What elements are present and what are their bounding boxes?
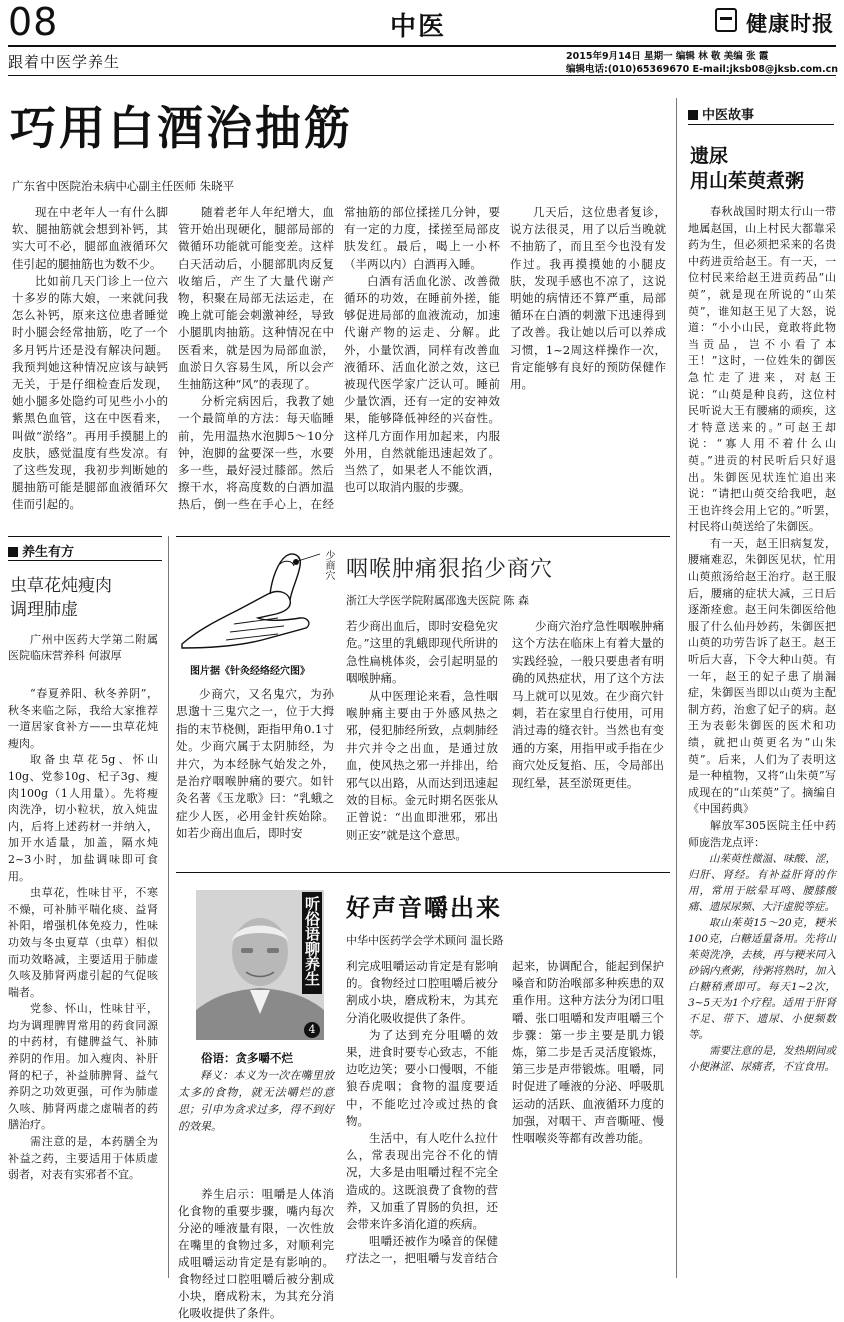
paragraph: 少商穴，又名鬼穴，为孙思邈十三鬼穴之一，位于大拇指的末节桡侧，距指甲角0.1寸处。少商穴属于太阴肺经，为井穴，为本经脉气始发之外，是治疗咽喉肿痛的要穴。如针灸名著《玉龙歌》曰：“乳蛾之症少人医，必用金针疾始除。如若少商出血后，即时安 <box>176 687 334 841</box>
section-square-icon <box>8 547 18 557</box>
health-column-title: 虫草花炖瘦肉 调理肺虚 <box>10 576 112 620</box>
tcm-story-rule <box>688 124 834 125</box>
paragraph: 需要注意的是，发热期间或小便淋涩、尿痛者，不宜食用。 <box>688 1045 836 1074</box>
paragraph: 生活中，有人吃什么拉什么，常表现出完谷不化的情况，大多是由咀嚼过程不完全造成的。这既浪费了食物的营养，又加重了胃肠的负担，还会带来许多消化道的疾病。 <box>346 1131 498 1232</box>
column-tag: 听俗语聊养生 <box>302 892 322 994</box>
acupoint-figure <box>178 548 338 652</box>
paragraph: 利完成咀嚼运动肯定是有影响的。食物经过口腔咀嚼后被分割成小块，磨成粉末，为其充分消化吸收提供了条件。 <box>346 959 498 1025</box>
paragraph: 为了达到充分咀嚼的效果，进食时要专心致志，不能边吃边笑；要小口慢咽，不能狼吞虎咽；食物的温度要适中，不能吃过冷或过热的食物。 <box>346 1027 498 1128</box>
paragraph: 从中医理论来看，急性咽喉肿痛主要由于外感风热之邪，侵犯肺经所致，点刺肺经井穴并令之出血，是通过放血，使风热之邪一并排出，给邪气以出路，从而达到迅速起效的目标。金元时期名医张从正曾说：“出血即泄邪，邪出则正安”就是这个意思。 <box>346 688 498 842</box>
main-article-title: 巧用白酒治抽筋 <box>10 101 353 155</box>
paragraph: 白酒有活血化淤、改善微循环的功效，在睡前外搓，能够促进局部的血液流动，加速代谢产物的运走、分解。此外，小量饮酒，同样有改善血液循环、活血化淤之效，这已被现代医学家广泛认可。睡前少量饮酒，还有一定的安神效果，能够降低神经的兴奋性。这样几方面作用加起来，内服外用，自然就能迅速起效了。当然了，如果老人不能饮酒，也可以取消内服的步骤。 <box>344 273 500 495</box>
voice-body-left <box>178 1050 334 1135</box>
brand-logo <box>715 8 834 34</box>
paragraph: 若少商出血后，即时安稳免灾危。”这里的乳蛾即现代所讲的急性扁桃体炎，会引起明显的咽喉肿痛。 <box>346 619 498 686</box>
column-divider <box>168 536 169 1278</box>
main-article-byline: 广东省中医院治未病中心副主任医师 朱晓平 <box>12 179 235 193</box>
voice-body-right <box>346 958 664 1280</box>
tcm-story-body <box>688 204 836 1075</box>
voice-title: 好声音嚼出来 <box>346 894 502 922</box>
logo-mark-icon <box>715 8 737 32</box>
voice-top-rule <box>176 872 670 873</box>
acupoint-title: 咽喉肿痛狠掐少商穴 <box>346 557 554 582</box>
paragraph: 几天后，这位患者复诊，说方法很灵，用了以后当晚就不抽筋了，而且至今也没有发作过。我再摸摸她的小腿皮肤，发现手感也不凉了，这说明她的病情还不算严重，局部循环在白酒的刺激下迅速得到了改善。我让她以后可以养成习惯，1~2周这样操作一次，肯定能够有良好的预防保健作用。 <box>510 205 666 392</box>
date-line: 2015年9月14日 星期一 编辑 林 敬 美编 张 霞 <box>566 51 769 62</box>
paragraph: 随着老年人年纪增大，血管开始出现硬化，腿部局部的微循环功能就可能变差。这样白天活动后，小腿部肌肉反复收缩后，产生了大量代谢产物，积聚在局部无法运走，在晚上就可能会刺激神经，导致小腿肌肉抽筋。这种情况在中医看来，就是因为局部血淤，血淤日久容易生风，所以会产生抽筋这种“风”的表现了。 <box>178 205 334 392</box>
health-column-rule <box>8 560 162 561</box>
masthead-rule <box>8 45 836 47</box>
health-column-body <box>8 686 158 1184</box>
contact-line: 编辑电话:(010)65369670 E-mail:jksb08@jksb.com.cn <box>566 64 839 75</box>
paragraph: 山茱萸性微温、味酸、涩，归肝、肾经。有补益肝肾的作用，常用于眩晕耳鸣、腰膝酸痛、遗尿尿频、大汗虚脱等症。 <box>688 853 836 914</box>
health-column-top-rule <box>8 536 162 537</box>
interpretation: 释义：本义为一次在嘴里放太多的食物，就无法嚼烂的意思；引申为贪求过多，得不到好的效果。 <box>178 1069 334 1133</box>
paragraph: 比如前几天门诊上一位六十多岁的陈大娘，一来就问我怎么补钙，原来这位患者睡觉时小腿会经常抽筋，吃了一个多月钙片还是没有解决问题。我预判她这种情况应该与缺钙无关，于是仔细检查后发现，她小腿多处隐约可见些小小的紫黑色血管，这在中医看来，叫做“淤络”。再用手摸腿上的皮肤，感觉温度有些发凉。有了这些发现，我初步判断她的腿抽筋可能是腿部血液循环欠佳而引起的。 <box>12 273 168 512</box>
main-article-body <box>12 204 666 528</box>
paragraph: 取山茱萸15～20克，粳米100克，白糖适量备用。先将山茱萸洗净，去核，再与粳米同入砂锅内煮粥，待粥将熟时，加入白糖稍煮即可。每天1~2次，3~5天为1个疗程。适用于肝肾不足、带下、遗尿、小便频数等。 <box>688 917 836 1042</box>
acupoint-byline: 浙江大学医学院附属邵逸夫医院 陈 森 <box>346 594 529 607</box>
brand-name: 健康时报 <box>746 11 835 36</box>
figure-caption: 图片据《针灸经络经穴图》 <box>190 666 310 677</box>
paragraph: 取备虫草花5g、怀山10g、党参10g、杞子3g、瘦肉100g（1人用量）。先将瘦肉洗净，切小粒状，放入炖盅内，后将上述药材一并纳入，加开水适量，加盖，隔水炖2~3小时，加盐调味即可食用。 <box>8 753 158 883</box>
column-number-badge: 4 <box>304 1022 320 1038</box>
acupoint-body-left <box>176 686 334 856</box>
column-divider <box>676 98 677 1278</box>
health-column-byline: 广州中医药大学第二附属医院临床营养科 何淑厚 <box>8 633 158 662</box>
tcm-story-title: 遗尿 用山茱萸煮粥 <box>690 145 805 192</box>
paragraph: 春秋战国时期太行山一带地属赵国，山上村民大都靠采药为生，但必须把采来的名贵中药进贡给赵王。有一天，一位村民来给赵王进贡药品“山萸”，就是现在所说的“山茱萸”，谁知赵王见了大怒，说道：“小小山民，竟敢将此物当贡品，岂不小看了本王！”这时，一位姓朱的御医急忙走了进来，对赵王说：“山萸是种良药，这位村民听说大王有腰痛的顽疾，这才特意送来的。”可赵王却说：“寡人用不着什么山萸。”进贡的村民听后只好退出。朱御医见状连忙追出来说：“请把山萸交给我吧，赵王也许终会用上它的。”听罢，村民将山萸送给了朱御医。 <box>688 205 836 534</box>
recipe-intro: 解放军305医院主任中药师庞浩龙点评： <box>688 818 836 849</box>
paragraph: 虫草花，性味甘平，不寒不燥，可补肺平喘化痰、益肾补阳，增强机体免疫力，性味功效与冬虫夏草（虫草）相似而功效略减，主要适用于肺虚久咳及肺肾两虚引起的气促咳喘者。 <box>8 886 158 999</box>
thumb-illustration <box>178 548 338 652</box>
paragraph: 少商穴治疗急性咽喉肿痛这个方法在临床上有着大量的实践经验，一般只要患者有明确的风热症状，用了这个方法马上就可以见效。在少商穴针刺，若在家里自行使用，可用消过毒的缝衣针。当然也有变通的方案，用指甲或手指在少商穴处反复掐、压，令局部出现红晕，甚至淤斑更佳。 <box>512 619 664 790</box>
tcm-story-header: 中医故事 <box>688 104 754 123</box>
paragraph: 现在中老年人一有什么脚软、腿抽筋就会想到补钙，其实大可不必，腿部血液循环欠佳引起的腿抽筋也为数不少。 <box>12 205 168 271</box>
slogan: 跟着中医学养生 <box>8 53 121 71</box>
health-column-header: 养生有方 <box>8 541 74 560</box>
voice-body-left-cont <box>178 1186 334 1320</box>
paragraph: 养生启示：咀嚼是人体消化食物的重要步骤，嘴内每次分泌的唾液量有限，一次性放在嘴里的食物过多，对顺利完成咀嚼运动肯定是有影响的。食物经过口腔咀嚼后被分割成小块，磨成粉末，为其充分消化吸收提供了条件。 <box>178 1187 334 1320</box>
acupoint-top-rule <box>176 536 670 537</box>
paragraph: 需注意的是，本药膳全为补益之药，主要适用于体质虚弱者，对表有实邪者不宜。 <box>8 1135 158 1182</box>
paragraph: 党参、怀山，性味甘平，均为调理脾胃常用的药食同源的中药材，有健脾益气、补肺养阴的作用。加入瘦肉、补肝肾的杞子，补益肺脾肾、益气养阴之功效更强，可作为肺虚久咳、肺肾两虚之虚喘者的药膳治疗。 <box>8 1002 158 1132</box>
paragraph: 有一天，赵王旧病复发，腰痛难忍，朱御医见状，忙用山萸煎汤给赵王治疗。赵王服后，腰痛的症状大减，三日后逐渐痊愈。赵王问朱御医给他服了什么仙丹妙药，朱御医把山萸的功劳告诉了赵王。赵王听后大喜，下令大种山萸。有一年，赵王的妃子患了崩漏症，朱御医当即以山萸为主配制方药，治愈了妃子的病。赵王为表彰朱御医的医术和功绩，就把山萸更名为“山朱萸”。后来，人们为了表明这是一种植物，又将“山朱萸”写成现在的“山茱萸”了。摘编自《中国药典》 <box>688 536 836 816</box>
proverb: 俗语：贪多嚼不烂 <box>201 1051 293 1065</box>
paragraph: 咀嚼还被作为嗓音的保健疗法之一，把咀嚼与发音结合起来，协调配合，能起到保护嗓音和防治喉部多种疾患的双重作用。这种方法分为闭口咀嚼、张口咀嚼和发声咀嚼三个步骤：第一步主要是肌力锻炼，第二步是舌灵活度锻炼，第三步是声带锻炼。咀嚼，同时促进了唾液的分泌、呼吸肌运动的活跃、血液循环力度的加强，对咽干、声音嘶哑、慢性咽喉炎等都有改善功能。 <box>346 959 664 1266</box>
acupoint-label: 少商穴 <box>323 550 334 580</box>
paragraph: “春夏养阳、秋冬养阴”，秋冬来临之际，我给大家推荐一道居家食补方——虫草花炖瘦肉。 <box>8 687 158 750</box>
page-number: 08 <box>8 0 59 44</box>
paragraph: 分析完病因后，我教了她一个最简单的方法：每天临睡前，先用温热水泡脚5～10分钟，泡脚的盆要深一些，水要多一些，最好浸过膝部。然后擦干水，将高度数的白酒加温热后，倒一些在手心上，在经常抽筋的部位揉搓几分钟，要有一定的力度，揉搓至局部皮肤发红。最后，喝上一小杯（半两以内）白酒再入睡。 <box>178 205 500 512</box>
section-title: 中医 <box>390 12 447 42</box>
masthead-rule-bottom <box>8 75 836 76</box>
acupoint-body-right <box>346 618 664 854</box>
section-square-icon <box>688 110 698 120</box>
voice-byline: 中华中医药学会学术顾问 温长路 <box>346 934 504 947</box>
